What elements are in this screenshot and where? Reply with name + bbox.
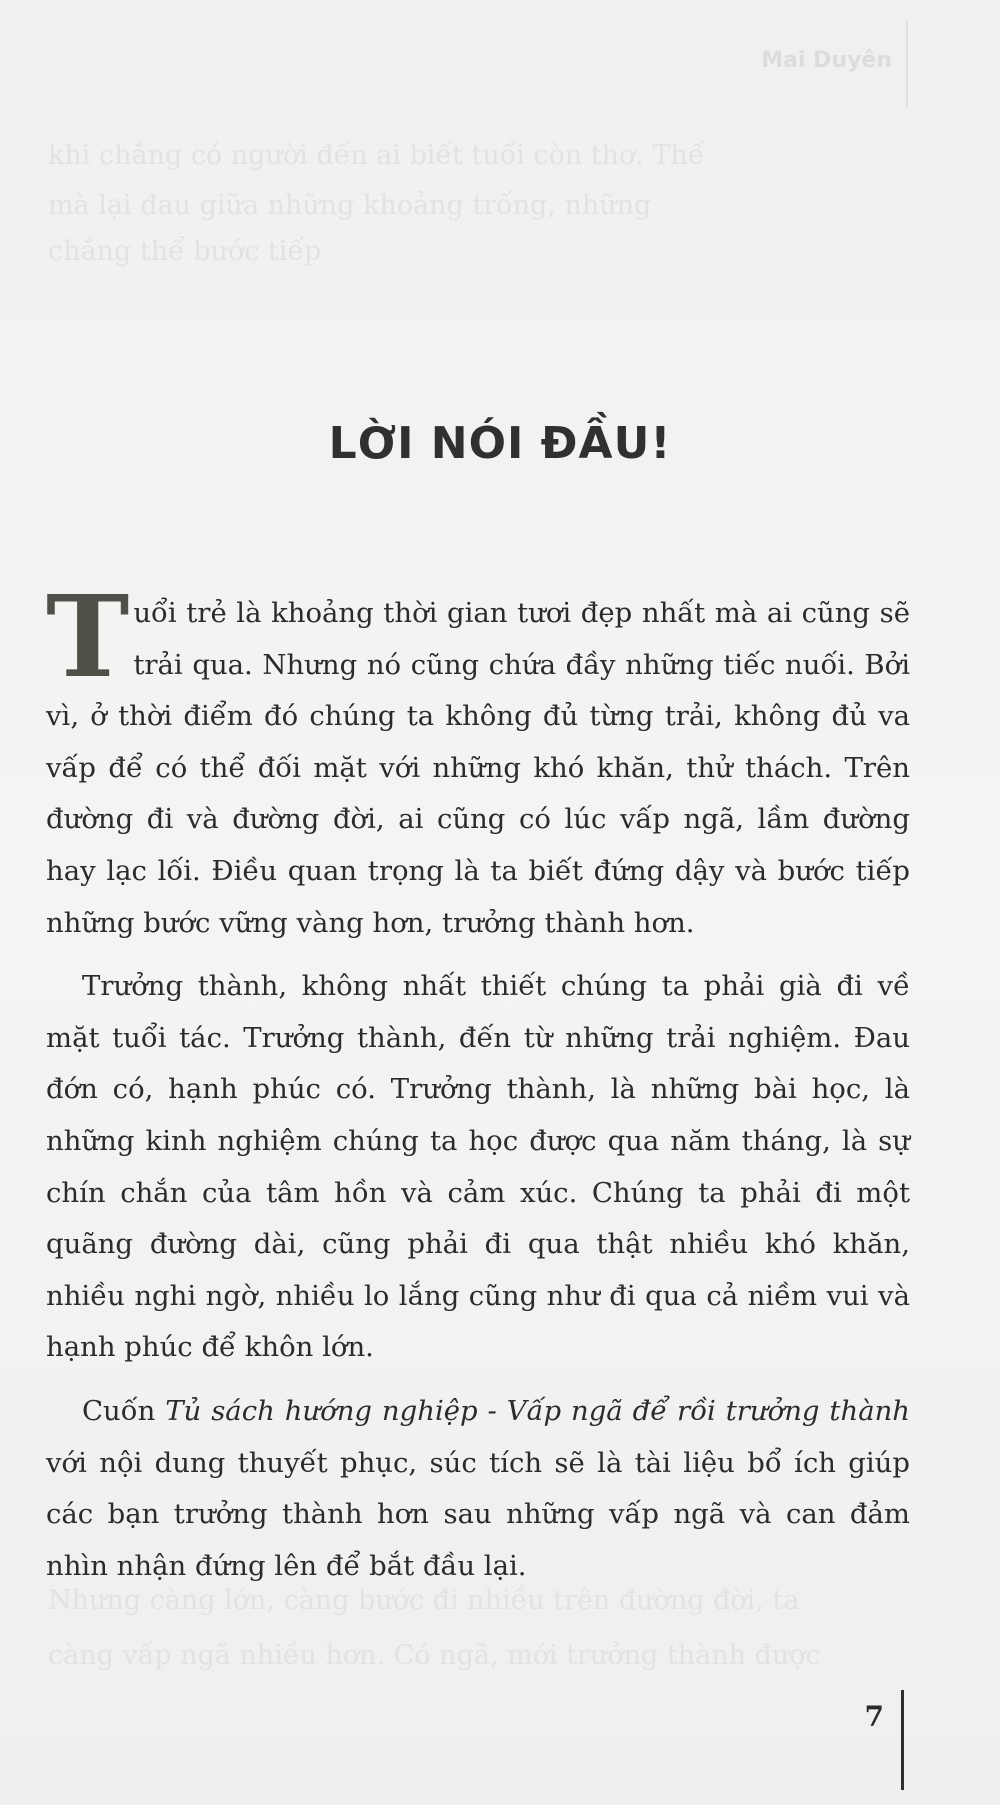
paragraph-2: Trưởng thành, không nhất thiết chúng ta phải già đi về mặt tuổi tác. Trưởng thành, đến từ những trải nghiệm. Đau đớn có, hạnh phúc có. Trưởng thành, là những bài học, là những kinh nghiệm chúng ta học được qua năm tháng, là sự chín chắn của tâm hồn và cảm xúc. Chúng ta phải đi một quãng đường dài, cũng phải đi qua thật nhiều khó khăn, nhiều nghi ngờ, nhiều lo lắng cũng như đi qua cả niềm vui và hạnh phúc để khôn lớn. — [46, 970, 910, 1364]
bleed-through-rule — [906, 20, 908, 108]
page-title: LỜI NÓI ĐẦU! — [328, 418, 672, 469]
page-number: 7 — [864, 1700, 884, 1733]
body-text — [46, 572, 911, 1604]
bleed-through-line: chẳng thể bước tiếp — [48, 236, 322, 267]
bleed-through-line: càng vấp ngã nhiều hơn. Có ngã, mới trưởng thành được — [48, 1640, 821, 1671]
paragraph-3-lead: Cuốn — [82, 1394, 166, 1427]
drop-cap: T — [46, 572, 130, 703]
paragraph-3 — [46, 1386, 910, 1592]
bleed-through-line: khi chẳng có người đến ai biết tuổi còn thơ. Thế — [48, 140, 705, 171]
bleed-through-header: Mai Duyên — [761, 48, 892, 73]
book-title: Tủ sách hướng nghiệp - Vấp ngã để rồi trưởng thành — [165, 1394, 911, 1427]
bleed-through-line: mà lại đau giữa những khoảng trống, những — [48, 190, 652, 221]
paragraph-1 — [46, 572, 910, 949]
paragraph-3-text: với nội dung thuyết phục, súc tích sẽ là tài liệu bổ ích giúp các bạn trưởng thành hơn sau những vấp ngã và can đảm nhìn nhận đứng lên để bắt đầu lại. — [46, 1446, 910, 1582]
page-number-rule — [901, 1690, 904, 1790]
bleed-through-line: Nhưng càng lớn, càng bước đi nhiều trên đường đời, ta — [48, 1585, 800, 1616]
paragraph-1-text: uổi trẻ là khoảng thời gian tươi đẹp nhất mà ai cũng sẽ trải qua. Nhưng nó cũng chứa đầy những tiếc nuối. Bởi vì, ở thời điểm đó chúng ta không đủ từng trải, không đủ va vấp để có thể đối mặt với những khó khăn, thử thách. Trên đường đi và đường đời, ai cũng có lúc vấp ngã, lầm đường hay lạc lối. Điều quan trọng là ta biết đứng dậy và bước tiếp những bước vững vàng hơn, trưởng thành hơn. — [46, 597, 910, 939]
